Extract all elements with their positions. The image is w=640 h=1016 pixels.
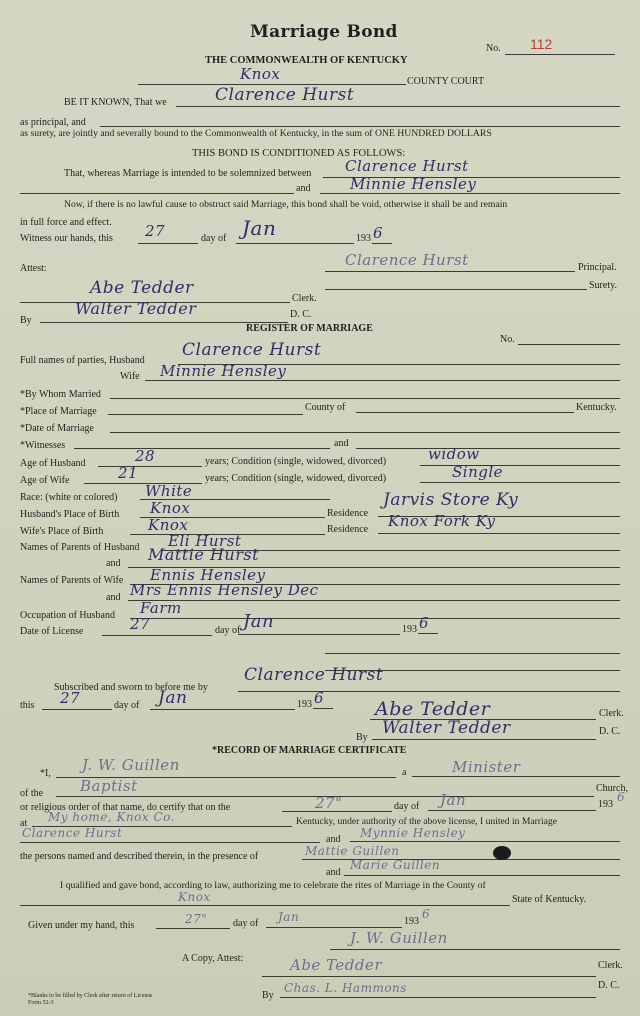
husband-birth-label: Husband's Place of Birth — [20, 509, 120, 520]
certificate-heading: *RECORD OF MARRIAGE CERTIFICATE — [212, 745, 407, 756]
copy-attest-label: A Copy, Attest: — [182, 953, 244, 964]
sworn-clerk-signature: Abe Tedder — [375, 698, 491, 720]
cert-state-label: State of Kentucky. — [512, 894, 587, 905]
husband-condition-line — [420, 465, 620, 466]
sworn-year-line — [313, 708, 333, 709]
parents-wife-2: Mrs Ennis Hensley Dec — [130, 581, 319, 599]
cert-place: My home, Knox Co. — [48, 810, 175, 824]
sworn-dc-line — [372, 739, 596, 740]
parents-wife-label: Names of Parents of Wife — [20, 575, 124, 586]
by-whom-label: *By Whom Married — [20, 389, 101, 400]
date-license-label: Date of License — [20, 626, 84, 637]
license-day-of-label: day of — [215, 625, 241, 636]
cert-given-month-line — [266, 927, 402, 928]
by-whom-line — [110, 398, 620, 399]
be-it-known-label: BE IT KNOWN, That we — [64, 97, 167, 108]
party-and-label: and — [296, 183, 311, 194]
license-year-line — [418, 633, 438, 634]
license-day-line — [102, 635, 212, 636]
cert-a-label: a — [402, 767, 407, 778]
bond-year-prefix: 193 — [356, 233, 371, 244]
wife-birth-value: Knox — [148, 516, 189, 534]
cert-county: Knox — [178, 890, 211, 904]
cert-given-year-suffix: 6 — [422, 907, 431, 921]
wife-condition-line — [420, 482, 620, 483]
cert-qualified-text: I qualified and gave bond, according to law, authorizing me to celebrate the rites of Marriage in the County of — [60, 880, 486, 891]
surety-sig-line — [325, 289, 587, 290]
cert-title-line — [412, 776, 620, 777]
cert-day-line — [282, 811, 392, 812]
witness1-line — [74, 448, 330, 449]
sworn-name-line — [238, 691, 620, 692]
county-of-line — [356, 412, 574, 413]
sworn-month-line — [150, 709, 295, 710]
bond-month: Jan — [242, 216, 277, 240]
document-title: Marriage Bond — [250, 22, 398, 42]
county-court-label: COUNTY COURT — [407, 76, 485, 87]
bond-day-line — [138, 243, 198, 244]
bond-month-line — [236, 243, 354, 244]
wife-residence-label: Residence — [327, 524, 369, 535]
parents-husband-2: Mattie Hurst — [148, 545, 259, 564]
age-husband-label: Age of Husband — [20, 458, 86, 469]
party-blank-line — [20, 193, 294, 194]
copy-clerk-label: Clerk. — [598, 960, 623, 971]
surety-label: Surety. — [589, 280, 617, 291]
parents-husband-and: and — [106, 558, 121, 569]
place-line — [108, 414, 303, 415]
date-line — [110, 432, 620, 433]
age-husband-value: 28 — [135, 447, 156, 465]
license-year-prefix: 193 — [402, 624, 417, 635]
party2-name: Minnie Hensley — [350, 175, 477, 193]
kentucky-label: Kentucky. — [576, 402, 617, 413]
register-heading: REGISTER OF MARRIAGE — [246, 323, 373, 334]
sworn-clerk-label: Clerk. — [599, 708, 624, 719]
cert-title: Minister — [452, 758, 521, 776]
age-wife-label: Age of Wife — [20, 475, 70, 486]
surety-name-line — [100, 126, 620, 127]
register-no-line — [518, 344, 620, 345]
now-if-text: Now, if there is no lawful cause to obstruct said Marriage, this bond shall be void, otherwise it shall be and remain — [64, 199, 508, 210]
wife-residence-line — [378, 533, 620, 534]
principal-line — [176, 106, 620, 107]
sworn-day-line — [42, 709, 112, 710]
copy-dc-signature: Chas. L. Hammons — [284, 981, 407, 995]
witnesses-and-label: and — [334, 438, 349, 449]
cert-kentucky-text: Kentucky, under authority of the above license, I united in Marriage — [296, 816, 557, 827]
cert-at-label: at — [20, 818, 28, 829]
principal-sig-line — [325, 271, 575, 272]
as-principal-label: as principal, and — [20, 117, 86, 128]
party2-line — [320, 193, 620, 194]
husband-birth-value: Knox — [150, 499, 191, 517]
as-surety-text: as surety, are jointly and severally bound to the Commonwealth of Kentucky, in the sum of ONE HUNDRED DOLLARS — [20, 128, 492, 139]
cert-year-suffix: 6 — [617, 790, 626, 804]
witness-label: Witness our hands, this — [20, 233, 113, 244]
place-label: *Place of Marriage — [20, 406, 97, 417]
cert-groom: Clarence Hurst — [22, 826, 123, 840]
sworn-dc-signature: Walter Tedder — [382, 718, 511, 738]
full-force-text: in full force and effect. — [20, 217, 112, 228]
cert-witness-and-label: and — [326, 867, 341, 878]
license-month-line — [238, 634, 400, 635]
cert-given-day-of-label: day of — [233, 918, 259, 929]
commonwealth-heading: THE COMMONWEALTH OF KENTUCKY — [205, 55, 408, 66]
cert-bride: Mynnie Hensley — [360, 826, 466, 840]
bond-by-label: By — [20, 315, 32, 326]
race-value: White — [145, 482, 193, 500]
copy-clerk-line — [262, 976, 596, 977]
bond-clerk-label: Clerk. — [292, 293, 317, 304]
bond-number-label: No. — [486, 43, 501, 54]
age-husband-line — [98, 466, 202, 467]
witnesses-label: *Witnesses — [20, 440, 66, 451]
bond-dc-signature: Walter Tedder — [75, 299, 197, 318]
cert-groom-and-label: and — [326, 834, 341, 845]
cert-minister-sig-line — [330, 949, 620, 950]
principal-signature: Clarence Hurst — [345, 251, 469, 269]
husband-condition-label: years; Condition (single, widowed, divorced) — [205, 456, 387, 467]
cert-bride-line — [350, 841, 620, 842]
cert-witness2-line — [344, 875, 620, 876]
age-wife-value: 21 — [118, 464, 139, 482]
wife-condition-label: years; Condition (single, widowed, divorced) — [205, 473, 387, 484]
wife-condition: Single — [452, 463, 504, 481]
witness2-line — [356, 448, 620, 449]
cert-day: 27" — [315, 794, 343, 812]
attest-label: Attest: — [20, 263, 47, 274]
bond-day: 27 — [145, 222, 166, 240]
cert-church: Baptist — [80, 777, 138, 795]
sworn-year-prefix: 193 — [297, 699, 312, 710]
license-year-suffix: 6 — [419, 614, 430, 632]
parents-wife-line-2 — [128, 600, 620, 601]
subscribed-label: Subscribed and sworn to before me by — [54, 682, 208, 693]
husband-residence: Jarvis Store Ky — [383, 490, 519, 510]
cert-groom-line — [20, 842, 320, 843]
bond-dc-label: D. C. — [290, 309, 312, 320]
county-name: Knox — [240, 65, 281, 83]
license-month: Jan — [243, 611, 275, 632]
cert-given-year-prefix: 193 — [404, 916, 419, 927]
license-day: 27 — [130, 615, 151, 633]
sworn-dc-label: D. C. — [599, 726, 621, 737]
register-blank-line-1 — [325, 653, 620, 654]
bond-day-of-label: day of — [201, 233, 227, 244]
cert-i-label: *I, — [40, 768, 51, 779]
copy-dc-line — [280, 997, 596, 998]
register-wife: Minnie Hensley — [160, 362, 287, 380]
cert-month: Jan — [440, 791, 467, 809]
date-label: *Date of Marriage — [20, 423, 94, 434]
full-names-label: Full names of parties, Husband — [20, 355, 145, 366]
cert-month-line — [428, 810, 596, 811]
copy-clerk-signature: Abe Tedder — [290, 956, 383, 974]
husband-condition: widow — [428, 445, 480, 463]
footnote-line-2: Form 52-3 — [28, 1000, 54, 1006]
cert-religious-order-text: or religious order of that name, do certify that on the — [20, 802, 231, 813]
bond-clerk-signature: Abe Tedder — [90, 278, 194, 298]
principal-name: Clarence Hurst — [215, 85, 355, 105]
cert-witness1: Mattie Guillen — [305, 844, 400, 858]
conditioned-heading: THIS BOND IS CONDITIONED AS FOLLOWS: — [192, 148, 406, 159]
party1-name: Clarence Hurst — [345, 157, 469, 175]
bond-year-suffix: 6 — [373, 224, 384, 242]
occupation-value: Farm — [140, 599, 182, 617]
sworn-year-suffix: 6 — [314, 689, 325, 707]
cert-persons-named-text: the persons named and described therein, in the presence of — [20, 851, 259, 862]
cert-given-label: Given under my hand, this — [28, 920, 135, 931]
wife-birth-label: Wife's Place of Birth — [20, 526, 104, 537]
principal-label: Principal. — [578, 262, 617, 273]
cert-county-line — [20, 905, 510, 906]
copy-by-label: By — [262, 990, 274, 1001]
bond-number-line — [505, 54, 615, 55]
husband-residence-label: Residence — [327, 508, 369, 519]
whereas-text: That, whereas Marriage is intended to be solemnized between — [64, 168, 312, 179]
cert-minister-name: J. W. Guillen — [82, 756, 180, 774]
copy-dc-label: D. C. — [598, 980, 620, 991]
cert-witness2: Marie Guillen — [350, 858, 441, 872]
sworn-month: Jan — [158, 688, 188, 708]
sworn-name: Clarence Hurst — [244, 665, 384, 685]
sworn-day-of-label: day of — [114, 700, 140, 711]
wife-label: Wife — [120, 371, 140, 382]
sworn-day: 27 — [60, 689, 81, 707]
cert-minister-signature: J. W. Guillen — [350, 929, 448, 947]
race-label: Race: (white or colored) — [20, 492, 118, 503]
bond-number: 112 — [530, 36, 553, 52]
cert-given-day-line — [156, 928, 230, 929]
register-husband: Clarence Hurst — [182, 340, 322, 360]
occupation-line — [130, 618, 620, 619]
parents-husband-1: Eli Hurst — [168, 532, 242, 550]
parents-wife-1: Ennis Hensley — [150, 566, 266, 584]
cert-year-prefix: 193 — [598, 799, 613, 810]
sworn-by-label: By — [356, 732, 368, 743]
cert-day-of-label: day of — [394, 801, 420, 812]
wife-residence: Knox Fork Ky — [388, 512, 496, 530]
cert-given-month: Jan — [278, 910, 300, 924]
parents-husband-label: Names of Parents of Husband — [20, 542, 140, 553]
county-of-label: County of — [305, 402, 346, 413]
cert-given-day: 27" — [185, 912, 208, 926]
footnote-line-1: *Blanks to be filled by Clerk after return of License — [28, 993, 153, 999]
ink-blot — [493, 846, 511, 860]
bond-year-line — [372, 243, 392, 244]
wife-name-line — [145, 380, 620, 381]
cert-church-label: Church, — [596, 783, 628, 794]
sworn-this-label: this — [20, 700, 35, 711]
cert-of-the-label: of the — [20, 788, 44, 799]
register-no-label: No. — [500, 334, 515, 345]
occupation-label: Occupation of Husband — [20, 610, 115, 621]
parents-wife-and: and — [106, 592, 121, 603]
